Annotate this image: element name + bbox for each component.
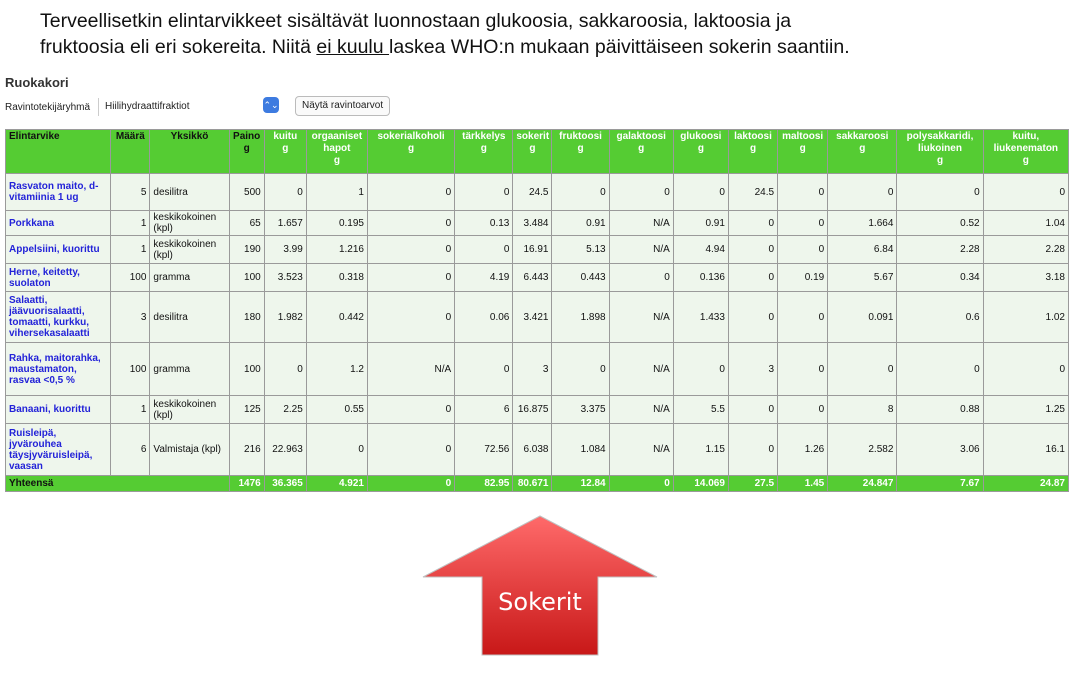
table-row xyxy=(6,396,1068,423)
table-cell: 0 xyxy=(368,236,454,263)
slide-caption xyxy=(40,8,1070,60)
table-cell: 0 xyxy=(778,211,827,235)
table-cell: 16.91 xyxy=(513,236,551,263)
column-header-label: Yksikkö xyxy=(170,131,209,142)
column-header xyxy=(897,130,982,173)
table-cell: 5.67 xyxy=(828,264,896,291)
column-header-label: glukoosi xyxy=(680,131,722,142)
table-cell: 0 xyxy=(778,292,827,342)
table-cell: 0 xyxy=(729,236,777,263)
column-header xyxy=(778,130,827,173)
table-cell: 0 xyxy=(368,174,454,210)
table-cell: 0 xyxy=(778,174,827,210)
table-cell: 0.442 xyxy=(307,292,367,342)
total-cell: 12.84 xyxy=(552,476,608,491)
table-cell: 6.443 xyxy=(513,264,551,291)
table-cell: 0 xyxy=(610,174,673,210)
column-header-unit: g xyxy=(243,143,250,154)
table-cell: 0.91 xyxy=(552,211,608,235)
table-cell: keskikokoinen (kpl) xyxy=(150,396,228,423)
table-cell: 3.523 xyxy=(265,264,306,291)
table-cell: 0 xyxy=(265,343,306,395)
column-header xyxy=(729,130,777,173)
table-cell: 8 xyxy=(828,396,896,423)
table-cell: 24.5 xyxy=(513,174,551,210)
total-cell: 82.95 xyxy=(455,476,512,491)
column-header xyxy=(265,130,306,173)
food-basket-table xyxy=(5,129,1069,492)
table-cell: 216 xyxy=(230,424,264,475)
table-row xyxy=(6,343,1068,395)
table-cell: 3.484 xyxy=(513,211,551,235)
nutrient-group-select-value: Hiilihydraattifraktiot xyxy=(105,101,190,112)
column-header-unit: g xyxy=(1022,155,1029,166)
table-cell: 0 xyxy=(984,174,1068,210)
table-cell: 24.5 xyxy=(729,174,777,210)
table-cell: 4.19 xyxy=(455,264,512,291)
table-cell: 0.91 xyxy=(674,211,728,235)
table-cell: 0.136 xyxy=(674,264,728,291)
column-header xyxy=(150,130,228,173)
table-cell: 3 xyxy=(513,343,551,395)
table-cell: 0.34 xyxy=(897,264,982,291)
table-cell: 0.88 xyxy=(897,396,982,423)
arrow-shape xyxy=(423,516,657,655)
total-cell: 24.87 xyxy=(984,476,1068,491)
column-header-label: sokerialkoholi xyxy=(377,131,445,142)
total-cell: 4.921 xyxy=(307,476,367,491)
table-cell: 1 xyxy=(111,211,149,235)
table-cell: N/A xyxy=(368,343,454,395)
table-cell: 0 xyxy=(610,264,673,291)
table-cell: 3.421 xyxy=(513,292,551,342)
table-cell: keskikokoinen (kpl) xyxy=(150,211,228,235)
table-cell: N/A xyxy=(610,211,673,235)
column-header-label: kuitu, liukenematon xyxy=(993,131,1059,154)
total-cell: 1.45 xyxy=(778,476,827,491)
table-cell: 0 xyxy=(368,396,454,423)
food-name-link[interactable]: Appelsiini, kuorittu xyxy=(6,236,110,263)
column-header-unit: g xyxy=(333,155,340,166)
column-header-label: Määrä xyxy=(115,131,145,142)
table-cell: 22.963 xyxy=(265,424,306,475)
table-cell: 1.657 xyxy=(265,211,306,235)
table-cell: 190 xyxy=(230,236,264,263)
table-cell: 1.216 xyxy=(307,236,367,263)
table-cell: 0 xyxy=(984,343,1068,395)
table-cell: N/A xyxy=(610,236,673,263)
total-cell: 1476 xyxy=(230,476,264,491)
column-header xyxy=(368,130,454,173)
table-cell: 1.2 xyxy=(307,343,367,395)
table-cell: 6.84 xyxy=(828,236,896,263)
column-header-label: maltoosi xyxy=(782,131,824,142)
total-cell: 27.5 xyxy=(729,476,777,491)
column-header-label: sokerit xyxy=(516,131,550,142)
table-cell: 0 xyxy=(368,424,454,475)
table-cell: 1.433 xyxy=(674,292,728,342)
food-name-link[interactable]: Herne, keitetty, suolaton xyxy=(6,264,110,291)
table-cell: 3.06 xyxy=(897,424,982,475)
table-cell: 0 xyxy=(778,343,827,395)
food-basket-table-wrapper xyxy=(5,129,1069,492)
table-cell: 0 xyxy=(552,174,608,210)
column-header xyxy=(513,130,551,173)
table-cell: 6.038 xyxy=(513,424,551,475)
table-cell: 1.084 xyxy=(552,424,608,475)
column-header-label: tärkkelys xyxy=(462,131,506,142)
table-cell: 16.875 xyxy=(513,396,551,423)
column-header xyxy=(674,130,728,173)
table-cell: 0 xyxy=(455,343,512,395)
table-cell: 6 xyxy=(455,396,512,423)
column-header-unit: g xyxy=(529,143,536,154)
table-cell: 1 xyxy=(307,174,367,210)
table-cell: 3.18 xyxy=(984,264,1068,291)
table-cell: 0.6 xyxy=(897,292,982,342)
column-header-label: Elintarvike xyxy=(9,131,60,142)
table-cell: 0.06 xyxy=(455,292,512,342)
table-cell: 0.195 xyxy=(307,211,367,235)
total-cell: 0 xyxy=(610,476,673,491)
table-cell: 2.582 xyxy=(828,424,896,475)
column-header xyxy=(552,130,608,173)
table-cell: 0 xyxy=(729,396,777,423)
table-cell: 0 xyxy=(828,174,896,210)
table-body xyxy=(6,174,1068,475)
table-cell: N/A xyxy=(610,343,673,395)
table-row xyxy=(6,292,1068,342)
food-name-link[interactable]: Ruisleipä, jyvärouhea täysjyväruisleipä, vaasan xyxy=(6,424,110,475)
total-cell: 14.069 xyxy=(674,476,728,491)
total-label: Yhteensä xyxy=(6,476,229,491)
table-cell: 0 xyxy=(674,174,728,210)
toolbar xyxy=(5,96,384,118)
table-cell: N/A xyxy=(610,424,673,475)
table-row xyxy=(6,264,1068,291)
table-cell: 5.13 xyxy=(552,236,608,263)
column-header-label: polysakkaridi, liukoinen xyxy=(906,131,974,154)
table-cell: 3 xyxy=(729,343,777,395)
table-cell: N/A xyxy=(610,292,673,342)
table-cell: 0 xyxy=(307,424,367,475)
column-header-unit: g xyxy=(697,143,704,154)
column-header xyxy=(230,130,264,173)
column-header-unit: g xyxy=(799,143,806,154)
table-cell: 0 xyxy=(368,264,454,291)
column-header-unit: g xyxy=(936,155,944,166)
table-cell: 3.375 xyxy=(552,396,608,423)
column-header xyxy=(6,130,110,173)
table-cell: 2.28 xyxy=(897,236,982,263)
table-cell: 0 xyxy=(729,292,777,342)
column-header-unit: g xyxy=(408,143,415,154)
table-cell: 0 xyxy=(729,264,777,291)
table-cell: 100 xyxy=(230,264,264,291)
column-header-unit: g xyxy=(638,143,645,154)
column-header xyxy=(984,130,1068,173)
column-header-label: fruktoosi xyxy=(559,131,602,142)
caption-line-1: Terveellisetkin elintarvikkeet sisältävät luonnostaan glukoosia, sakkaroosia, laktoosia ja xyxy=(40,10,792,32)
table-cell: 65 xyxy=(230,211,264,235)
total-cell: 80.671 xyxy=(513,476,551,491)
table-cell: 0 xyxy=(455,236,512,263)
column-header xyxy=(828,130,896,173)
table-cell: 0 xyxy=(897,174,982,210)
table-cell: 0.318 xyxy=(307,264,367,291)
show-nutrients-button[interactable]: Näytä ravintoarvot xyxy=(295,96,390,116)
table-cell: 180 xyxy=(230,292,264,342)
table-cell: N/A xyxy=(610,396,673,423)
table-cell: 0 xyxy=(368,211,454,235)
table-cell: 0 xyxy=(729,211,777,235)
table-cell: 0 xyxy=(828,343,896,395)
table-cell: 100 xyxy=(230,343,264,395)
column-header xyxy=(307,130,367,173)
table-cell: desilitra xyxy=(150,174,228,210)
total-cell: 7.67 xyxy=(897,476,982,491)
food-name-link[interactable]: Porkkana xyxy=(6,211,110,235)
table-cell: 0 xyxy=(897,343,982,395)
nutrient-group-select[interactable] xyxy=(98,98,255,116)
column-header xyxy=(111,130,149,173)
table-cell: gramma xyxy=(150,264,228,291)
table-cell: 125 xyxy=(230,396,264,423)
column-header-unit: g xyxy=(282,143,289,154)
table-cell: 0 xyxy=(368,292,454,342)
table-cell: 0.13 xyxy=(455,211,512,235)
table-cell: 1.02 xyxy=(984,292,1068,342)
column-header xyxy=(610,130,673,173)
food-name-link[interactable]: Rahka, maitorahka, maustamaton, rasvaa <0,5 % xyxy=(6,343,110,395)
table-cell: 2.25 xyxy=(265,396,306,423)
arrow-label: Sokerit xyxy=(498,588,582,616)
table-total-row xyxy=(6,476,1068,491)
table-cell: 100 xyxy=(111,264,149,291)
table-cell: 0.55 xyxy=(307,396,367,423)
total-cell: 0 xyxy=(368,476,454,491)
table-cell: 1.25 xyxy=(984,396,1068,423)
column-header-label: sakkaroosi xyxy=(836,131,889,142)
table-cell: gramma xyxy=(150,343,228,395)
column-header-label: laktoosi xyxy=(734,131,772,142)
total-cell: 36.365 xyxy=(265,476,306,491)
table-cell: 0.19 xyxy=(778,264,827,291)
table-cell: 3 xyxy=(111,292,149,342)
caption-underlined: ei kuulu xyxy=(316,36,390,58)
caption-line-2 xyxy=(40,34,1070,60)
table-header-row xyxy=(6,130,1068,173)
column-header-unit: g xyxy=(859,143,866,154)
table-cell: 1.664 xyxy=(828,211,896,235)
column-header-label: Paino xyxy=(233,131,261,142)
food-name-link[interactable]: Banaani, kuorittu xyxy=(6,396,110,423)
section-title: Ruokakori xyxy=(5,75,69,90)
table-cell: 0.091 xyxy=(828,292,896,342)
table-cell: desilitra xyxy=(150,292,228,342)
column-header-unit: g xyxy=(749,143,757,154)
column-header-unit: g xyxy=(577,143,584,154)
table-cell: 1.04 xyxy=(984,211,1068,235)
column-header-unit: g xyxy=(480,143,487,154)
table-row xyxy=(6,424,1068,475)
column-header-label: kuitu xyxy=(273,131,298,142)
table-cell: 0.52 xyxy=(897,211,982,235)
table-cell: 72.56 xyxy=(455,424,512,475)
table-cell: 5 xyxy=(111,174,149,210)
sugars-arrow xyxy=(422,515,658,656)
table-cell: 1.982 xyxy=(265,292,306,342)
select-stepper-icon[interactable]: ⌃⌄ xyxy=(263,97,279,113)
table-cell: 1 xyxy=(111,236,149,263)
table-row xyxy=(6,174,1068,210)
total-cell: 24.847 xyxy=(828,476,896,491)
column-header-label: galaktoosi xyxy=(616,131,666,142)
table-cell: 5.5 xyxy=(674,396,728,423)
table-cell: 0 xyxy=(778,396,827,423)
table-row xyxy=(6,211,1068,235)
table-cell: keskikokoinen (kpl) xyxy=(150,236,228,263)
table-cell: 0 xyxy=(455,174,512,210)
table-cell: 0 xyxy=(674,343,728,395)
table-cell: 1.15 xyxy=(674,424,728,475)
table-cell: Valmistaja (kpl) xyxy=(150,424,228,475)
nutrient-group-label: Ravintotekijäryhmä xyxy=(5,101,91,113)
table-cell: 0.443 xyxy=(552,264,608,291)
food-name-link[interactable]: Salaatti, jäävuorisalaatti, tomaatti, kurkku, vihersekasalaatti xyxy=(6,292,110,342)
table-cell: 0 xyxy=(729,424,777,475)
table-cell: 1 xyxy=(111,396,149,423)
table-cell: 16.1 xyxy=(984,424,1068,475)
food-name-link[interactable]: Rasvaton maito, d-vitamiinia 1 ug xyxy=(6,174,110,210)
caption-line-2-end: laskea WHO:n mukaan päivittäiseen sokerin saantiin. xyxy=(389,36,850,58)
column-header-label: orgaaniset hapot xyxy=(311,131,363,154)
table-cell: 500 xyxy=(230,174,264,210)
table-row xyxy=(6,236,1068,263)
caption-line-2-start: fruktoosia eli eri sokereita. Niitä xyxy=(40,36,317,58)
table-cell: 2.28 xyxy=(984,236,1068,263)
table-cell: 1.898 xyxy=(552,292,608,342)
table-cell: 1.26 xyxy=(778,424,827,475)
table-cell: 6 xyxy=(111,424,149,475)
table-cell: 100 xyxy=(111,343,149,395)
table-cell: 4.94 xyxy=(674,236,728,263)
table-cell: 3.99 xyxy=(265,236,306,263)
table-cell: 0 xyxy=(265,174,306,210)
column-header xyxy=(455,130,512,173)
table-cell: 0 xyxy=(778,236,827,263)
table-cell: 0 xyxy=(552,343,608,395)
